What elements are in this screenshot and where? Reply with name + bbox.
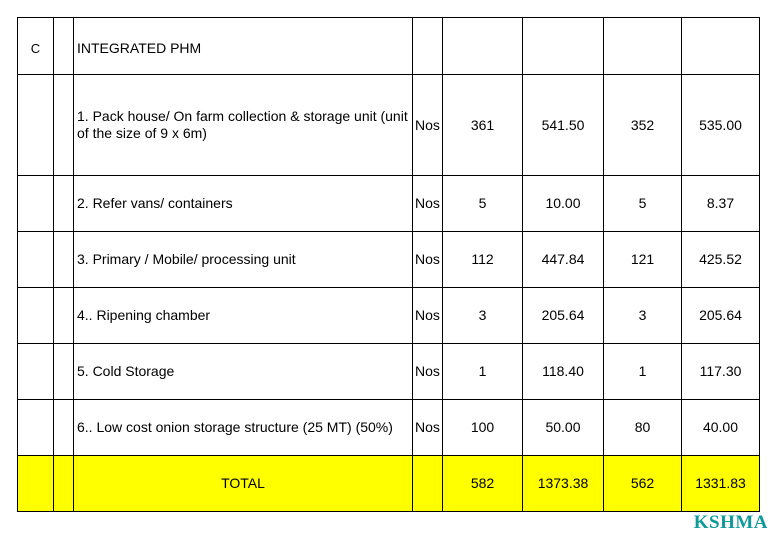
phm-table	[17, 17, 760, 512]
achievement-financial: 205.64	[682, 288, 760, 344]
empty-cell	[413, 18, 443, 75]
target-physical: 1	[443, 344, 523, 400]
table-row	[18, 288, 760, 344]
achievement-physical: 3	[604, 288, 682, 344]
item-description: 6.. Low cost onion storage structure (25 MT) (50%)	[74, 400, 413, 456]
item-description: 3. Primary / Mobile/ processing unit	[74, 232, 413, 288]
spacer-cell	[54, 75, 74, 176]
code-cell	[18, 400, 54, 456]
total-target-financial: 1373.38	[523, 456, 604, 512]
total-row	[18, 456, 760, 512]
unit-cell: Nos	[413, 176, 443, 232]
achievement-physical: 352	[604, 75, 682, 176]
empty-cell	[682, 18, 760, 75]
code-cell	[18, 288, 54, 344]
empty-cell	[604, 18, 682, 75]
achievement-physical: 1	[604, 344, 682, 400]
unit-cell	[413, 456, 443, 512]
unit-cell: Nos	[413, 288, 443, 344]
table-row	[18, 400, 760, 456]
achievement-financial: 117.30	[682, 344, 760, 400]
spacer-cell	[54, 288, 74, 344]
achievement-financial: 40.00	[682, 400, 760, 456]
achievement-physical: 121	[604, 232, 682, 288]
section-title: INTEGRATED PHM	[74, 18, 413, 75]
target-financial: 447.84	[523, 232, 604, 288]
kshma-watermark: KSHMA	[693, 512, 768, 533]
spacer-cell	[54, 456, 74, 512]
spacer-cell	[54, 344, 74, 400]
achievement-physical: 80	[604, 400, 682, 456]
table-row	[18, 344, 760, 400]
spacer-cell	[54, 18, 74, 75]
achievement-financial: 425.52	[682, 232, 760, 288]
target-financial: 10.00	[523, 176, 604, 232]
total-achievement-financial: 1331.83	[682, 456, 760, 512]
empty-cell	[443, 18, 523, 75]
item-description: 2. Refer vans/ containers	[74, 176, 413, 232]
target-physical: 3	[443, 288, 523, 344]
table-row	[18, 176, 760, 232]
empty-cell	[523, 18, 604, 75]
unit-cell: Nos	[413, 344, 443, 400]
table-row	[18, 75, 760, 176]
unit-cell: Nos	[413, 75, 443, 176]
spacer-cell	[54, 232, 74, 288]
item-description: 4.. Ripening chamber	[74, 288, 413, 344]
section-code: C	[18, 18, 54, 75]
total-target-physical: 582	[443, 456, 523, 512]
unit-cell: Nos	[413, 232, 443, 288]
total-achievement-physical: 562	[604, 456, 682, 512]
target-financial: 118.40	[523, 344, 604, 400]
item-description: 1. Pack house/ On farm collection & storage unit (unit of the size of 9 x 6m)	[74, 75, 413, 176]
target-financial: 205.64	[523, 288, 604, 344]
code-cell	[18, 176, 54, 232]
code-cell	[18, 232, 54, 288]
code-cell	[18, 75, 54, 176]
code-cell	[18, 456, 54, 512]
table-row	[18, 232, 760, 288]
achievement-financial: 8.37	[682, 176, 760, 232]
item-description: 5. Cold Storage	[74, 344, 413, 400]
achievement-physical: 5	[604, 176, 682, 232]
code-cell	[18, 344, 54, 400]
spacer-cell	[54, 176, 74, 232]
target-financial: 50.00	[523, 400, 604, 456]
spacer-cell	[54, 400, 74, 456]
section-header-row	[18, 18, 760, 75]
target-physical: 100	[443, 400, 523, 456]
target-physical: 5	[443, 176, 523, 232]
unit-cell: Nos	[413, 400, 443, 456]
target-physical: 361	[443, 75, 523, 176]
total-label: TOTAL	[74, 456, 413, 512]
achievement-financial: 535.00	[682, 75, 760, 176]
target-physical: 112	[443, 232, 523, 288]
target-financial: 541.50	[523, 75, 604, 176]
